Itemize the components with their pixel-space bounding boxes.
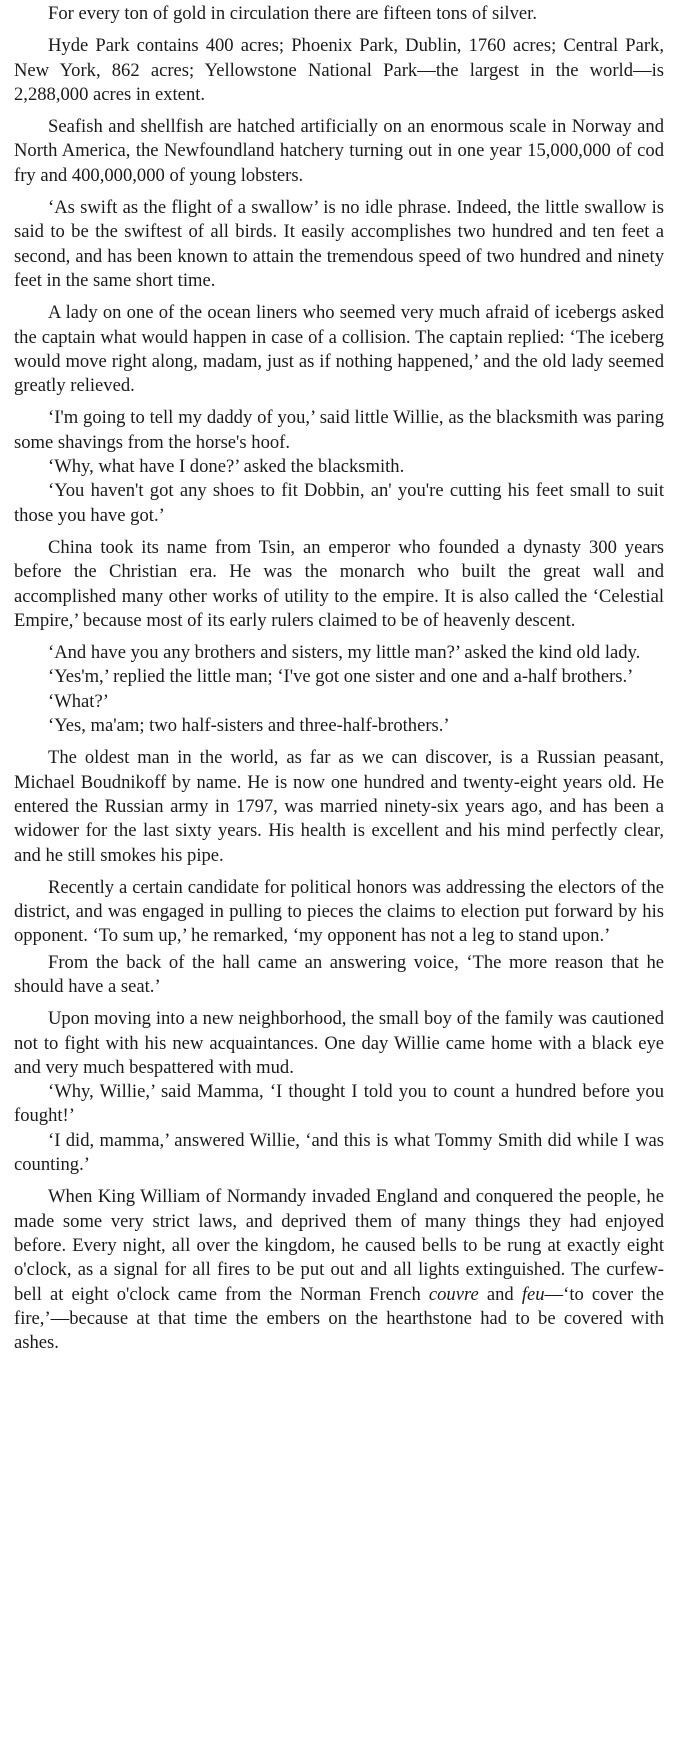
paragraph-parks: Hyde Park contains 400 acres; Phoenix Park, Dublin, 1760 acres; Central Park, New York, 862 acres; Yellowstone National Park—the largest in the world—is 2,288,000 acres in extent. bbox=[14, 35, 664, 105]
curfew-word-feu: feu bbox=[521, 1283, 545, 1305]
paragraph-curfew bbox=[14, 1185, 664, 1355]
curfew-text-a: When King William of Normandy invaded England and conquered the people, he made some very strict laws, and deprived them of many things they had enjoyed before. Every night, all over the kingdom, he caused bells to be rung at exactly eight o'clock, as a signal for all fires to be put out and all lights extinguished. The curfew-bell at eight o'clock came from the Norman French bbox=[14, 1186, 664, 1305]
paragraph-brothers-4: ‘Yes, ma'am; two half-sisters and three-half-brothers.’ bbox=[48, 715, 450, 737]
paragraph-willie-3: ‘You haven't got any shoes to fit Dobbin, an' you're cutting his feet small to suit those you have got.’ bbox=[14, 480, 664, 526]
paragraph-willie-1: ‘I'm going to tell my daddy of you,’ said little Willie, as the blacksmith was paring some shavings from the horse's hoof. bbox=[14, 407, 664, 453]
curfew-text-c: and bbox=[478, 1283, 522, 1305]
curfew-text-e: —‘to cover the fire,’—because at that time the embers on the hearthstone had to be covered with ashes. bbox=[14, 1283, 664, 1354]
paragraph-neighborhood-2: ‘Why, Willie,’ said Mamma, ‘I thought I told you to count a hundred before you fought!’ bbox=[14, 1081, 664, 1127]
paragraph-candidate-2: From the back of the hall came an answering voice, ‘The more reason that he should have a seat.’ bbox=[14, 951, 664, 997]
paragraph-swallow: ‘As swift as the flight of a swallow’ is no idle phrase. Indeed, the little swallow is said to be the swiftest of all birds. It easily accomplishes two hundred and ten feet a second, and has been known to attain the tremendous speed of two hundred and ninety feet in the same short time. bbox=[14, 197, 664, 291]
paragraph-neighborhood-3: ‘I did, mamma,’ answered Willie, ‘and this is what Tommy Smith did while I was counting.’ bbox=[14, 1129, 664, 1176]
paragraph-neighborhood-1: Upon moving into a new neighborhood, the small boy of the family was cautioned not to fight with his new acquaintances. One day Willie came home with a black eye and very much bespattered with mud. bbox=[14, 1008, 664, 1078]
paragraph-willie-2: ‘Why, what have I done?’ asked the blacksmith. bbox=[48, 456, 405, 478]
paragraph-oldest-man: The oldest man in the world, as far as we can discover, is a Russian peasant, Michael Boudnikoff by name. He is now one hundred and twenty-eight years old. He entered the Russian army in 1797, was married ninety-six years ago, and has been a widower for the last sixty years. His health is excellent and his mind perfectly clear, and he still smokes his pipe. bbox=[14, 747, 664, 866]
paragraph-gold: For every ton of gold in circulation there are fifteen tons of silver. bbox=[48, 3, 537, 24]
paragraph-fish: Seafish and shellfish are hatched artificially on an enormous scale in Norway and North America, the Newfoundland hatchery turning out in one year 15,000,000 of cod fry and 400,000,000 of young lobsters. bbox=[14, 116, 664, 186]
document-page bbox=[14, 0, 664, 1739]
paragraph-iceberg: A lady on one of the ocean liners who seemed very much afraid of icebergs asked the captain what would happen in case of a collision. The captain replied: ‘The iceberg would move right along, madam, just as if nothing happened,’ and the old lady seemed greatly relieved. bbox=[14, 302, 664, 397]
paragraph-brothers-2: ‘Yes'm,’ replied the little man; ‘I've got one sister and one and a-half brothers.’ bbox=[48, 666, 634, 688]
paragraph-china: China took its name from Tsin, an emperor who founded a dynasty 300 years before the Christian era. He was the monarch who built the great wall and accomplished many other works of utility to the empire. It is also called the ‘Celestial Empire,’ because most of its early rulers claimed to be of heavenly descent. bbox=[14, 536, 664, 631]
curfew-word-couvre: couvre bbox=[428, 1283, 479, 1305]
paragraph-candidate-1: Recently a certain candidate for political honors was addressing the electors of the district, and was engaged in pulling to pieces the claims to election put forward by his opponent. ‘To sum up,’ he remarked, ‘my opponent has not a leg to stand upon.’ bbox=[14, 876, 664, 947]
paragraph-brothers-1: ‘And have you any brothers and sisters, my little man?’ asked the kind old lady. bbox=[48, 642, 641, 664]
paragraph-brothers-3: ‘What?’ bbox=[48, 690, 109, 712]
